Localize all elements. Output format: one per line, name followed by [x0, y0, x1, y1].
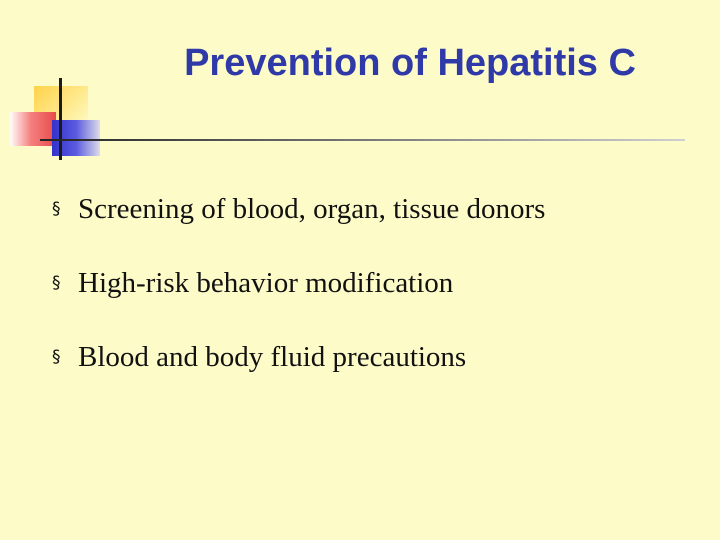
slide-title: Prevention of Hepatitis C — [184, 42, 636, 84]
bullet-text: High-risk behavior modification — [78, 267, 454, 299]
bullet-marker-icon: § — [52, 347, 61, 367]
bullet-list — [52, 193, 545, 415]
bullet-item — [52, 341, 545, 415]
title-underline-rule — [40, 139, 685, 141]
bullet-marker-icon: § — [52, 273, 61, 293]
vertical-rule-decoration — [59, 78, 62, 160]
bullet-marker-icon: § — [52, 199, 61, 219]
bullet-item — [52, 193, 545, 267]
bullet-text: Screening of blood, organ, tissue donors — [78, 193, 546, 225]
bullet-item — [52, 267, 545, 341]
bullet-text: Blood and body fluid precautions — [78, 341, 467, 373]
